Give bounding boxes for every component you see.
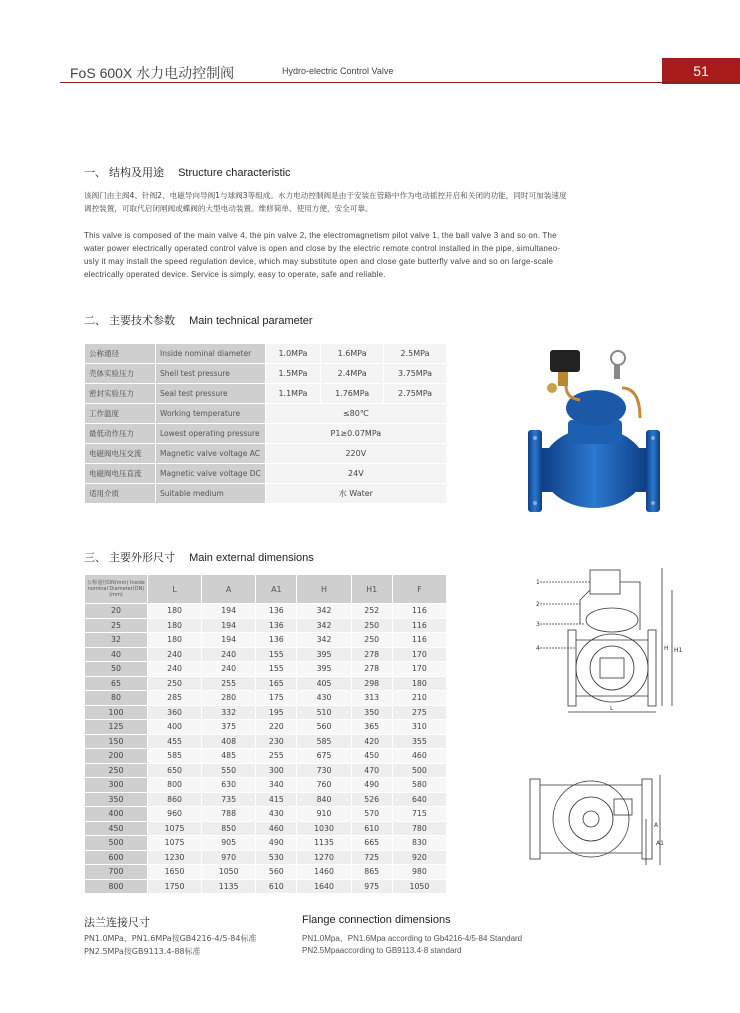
dimension-cell: 800: [148, 778, 202, 793]
dimension-cell: 1640: [297, 879, 351, 894]
dimension-cell: 116: [392, 618, 446, 633]
dimension-cell: 250: [351, 633, 392, 648]
dimension-cell: 905: [202, 836, 256, 851]
section3-title: [84, 549, 314, 565]
para-en-line: water power electrically operated control valve is open and close by the electric remote control installed in the pipe, simultaneo-: [84, 244, 561, 253]
param-value: 1.76MPa: [321, 384, 384, 404]
dimension-cell: 760: [297, 778, 351, 793]
drawing-label-h1: H1: [674, 647, 683, 654]
dimension-cell: 155: [256, 647, 297, 662]
dimension-cell: 840: [297, 792, 351, 807]
dn-cell: 350: [85, 792, 148, 807]
dn-cell: 250: [85, 763, 148, 778]
dimension-cell: 675: [297, 749, 351, 764]
flange-title-cn: 法兰连接尺寸: [84, 916, 150, 929]
table-row: [85, 676, 447, 691]
dimension-cell: 255: [256, 749, 297, 764]
dimension-cell: 665: [351, 836, 392, 851]
dimension-cell: 780: [392, 821, 446, 836]
dimension-cell: 220: [256, 720, 297, 735]
para-en-line: This valve is composed of the main valve 4, the pin valve 2, the electromagnetism pilot valve 1, the ball valve 3 and so on. The: [84, 231, 557, 240]
table-row: [85, 734, 447, 749]
dimension-cell: 1460: [297, 865, 351, 880]
dimension-cell: 730: [297, 763, 351, 778]
dimension-cell: 500: [392, 763, 446, 778]
dimension-cell: 585: [148, 749, 202, 764]
param-name-en: Working temperature: [156, 404, 266, 424]
param-value: 3.75MPa: [384, 364, 447, 384]
dimension-cell: 610: [256, 879, 297, 894]
param-value: 220V: [265, 444, 446, 464]
section1-title-en: Structure characteristic: [178, 167, 291, 179]
dimension-cell: 580: [392, 778, 446, 793]
table-row: [85, 778, 447, 793]
param-name-cn: 电磁阀电压交流: [85, 444, 156, 464]
para-cn-line: 该阀门由主阀4、针阀2、电磁导向导阀1与球阀3等组成。水力电动控制阀是由于安装在管路中作为电动摇控开启和关闭的功能，同时可加装速度: [84, 191, 567, 200]
dimension-cell: 194: [202, 618, 256, 633]
header-rule: [60, 82, 740, 83]
dimension-cell: 570: [351, 807, 392, 822]
param-name-en: Lowest operating pressure: [156, 424, 266, 444]
param-name-en: Shell test pressure: [156, 364, 266, 384]
dn-cell: 50: [85, 662, 148, 677]
dimension-cell: 180: [392, 676, 446, 691]
dn-cell: 700: [85, 865, 148, 880]
dimension-cell: 342: [297, 604, 351, 619]
dimension-cell: 275: [392, 705, 446, 720]
param-name-cn: 电磁阀电压直流: [85, 464, 156, 484]
param-value: 2.4MPa: [321, 364, 384, 384]
param-value: 1.5MPa: [265, 364, 320, 384]
table-row: [85, 850, 447, 865]
dimension-cell: 180: [148, 618, 202, 633]
dimension-cell: 1075: [148, 836, 202, 851]
dimension-cell: 470: [351, 763, 392, 778]
dimension-cell: 1135: [202, 879, 256, 894]
dimension-cell: 136: [256, 618, 297, 633]
dimension-cell: 252: [351, 604, 392, 619]
dimension-cell: 408: [202, 734, 256, 749]
drawing-label-1: 1: [536, 579, 540, 586]
dimension-cell: 310: [392, 720, 446, 735]
dn-cell: 450: [85, 821, 148, 836]
param-name-cn: 适用介质: [85, 484, 156, 504]
section1-title-cn: 一、 结构及用途: [84, 167, 165, 179]
dimension-cell: 1230: [148, 850, 202, 865]
dn-cell: 800: [85, 879, 148, 894]
section1-title: [84, 164, 291, 180]
param-name-cn: 密封实验压力: [85, 384, 156, 404]
dimension-cell: 230: [256, 734, 297, 749]
param-name-cn: 最低动作压力: [85, 424, 156, 444]
dimension-cell: 526: [351, 792, 392, 807]
drawing-label-l: L: [610, 705, 614, 712]
tech-row: [85, 344, 447, 364]
param-value: 1.1MPa: [265, 384, 320, 404]
table-row: [85, 618, 447, 633]
dimension-cell: 450: [351, 749, 392, 764]
dimension-cell: 332: [202, 705, 256, 720]
dimension-cell: 116: [392, 633, 446, 648]
section1-paragraph-en: [84, 229, 684, 281]
dimension-cell: 510: [297, 705, 351, 720]
dimension-cell: 490: [351, 778, 392, 793]
table-row: [85, 792, 447, 807]
dimension-cell: 350: [351, 705, 392, 720]
leader-lines: [540, 582, 590, 648]
dimension-cell: 610: [351, 821, 392, 836]
dimension-cell: 550: [202, 763, 256, 778]
para-en-line: usly it may install the speed regulation device, which may substitute open and close gate butterfly valve and so on large-scale: [84, 257, 554, 266]
column-header: L: [148, 575, 202, 604]
dimension-cell: 180: [148, 604, 202, 619]
dimension-cell: 630: [202, 778, 256, 793]
dimension-cell: 400: [148, 720, 202, 735]
param-value: 2.75MPa: [384, 384, 447, 404]
dimension-cell: 850: [202, 821, 256, 836]
section3-title-cn: 三、 主要外形尺寸: [84, 552, 176, 564]
dimension-cell: 278: [351, 647, 392, 662]
param-name-en: Inside nominal diameter: [156, 344, 266, 364]
dimension-cell: 975: [351, 879, 392, 894]
drawing-label-a: A: [654, 822, 659, 829]
dimension-cell: 1075: [148, 821, 202, 836]
para-cn-line: 调控装置，可取代启闭闸阀或蝶阀的大型电动装置。维修简单、使用方便，安全可靠。: [84, 204, 373, 213]
flange-note-en-2: PN2.5Mpaaccording to GB9113.4-8 standard: [302, 946, 462, 955]
dimension-cell: 405: [297, 676, 351, 691]
dimension-cell: 300: [256, 763, 297, 778]
dimension-cell: 455: [148, 734, 202, 749]
dimension-cell: 136: [256, 633, 297, 648]
page-title: FoS 600X 水力电动控制阀: [70, 65, 235, 81]
dimension-cell: 250: [351, 618, 392, 633]
dimension-cell: 342: [297, 633, 351, 648]
dimension-cell: 560: [297, 720, 351, 735]
param-name-en: Seal test pressure: [156, 384, 266, 404]
dimension-cell: 136: [256, 604, 297, 619]
dimension-cell: 395: [297, 662, 351, 677]
dimension-cell: 360: [148, 705, 202, 720]
page-number: 51: [662, 58, 740, 84]
param-value: P1≥0.07MPa: [265, 424, 446, 444]
tech-row: [85, 384, 447, 404]
dimension-cell: 194: [202, 604, 256, 619]
dimension-cell: 240: [148, 662, 202, 677]
table-row: [85, 763, 447, 778]
dimension-cell: 170: [392, 662, 446, 677]
table-row: [85, 691, 447, 706]
technical-parameter-table: [84, 343, 447, 504]
dimension-cell: 280: [202, 691, 256, 706]
param-name-en: Suitable medium: [156, 484, 266, 504]
tech-row: [85, 404, 447, 424]
valve-photo: [522, 338, 672, 518]
dimension-cell: 278: [351, 662, 392, 677]
dimension-cell: 194: [202, 633, 256, 648]
flange-note-cn-2: PN2.5MPa按GB9113.4-88标准: [84, 947, 201, 956]
dimension-cell: 195: [256, 705, 297, 720]
dn-cell: 400: [85, 807, 148, 822]
param-value: 1.0MPa: [265, 344, 320, 364]
table-row: [85, 821, 447, 836]
para-en-line: electrically operated device. Service is simply, easy to operate, safe and reliable.: [84, 270, 386, 279]
dimension-cell: 560: [256, 865, 297, 880]
dimension-cell: 715: [392, 807, 446, 822]
dimension-cell: 255: [202, 676, 256, 691]
section2-title-en: Main technical parameter: [189, 315, 313, 327]
flange-note-cn-1: PN1.0MPa、PN1.6MPa按GB4216-4/5-84标准: [84, 934, 257, 943]
dimension-cell: 170: [392, 647, 446, 662]
dn-cell: 40: [85, 647, 148, 662]
front-view-drawing: [530, 560, 683, 720]
param-value: ≤80℃: [265, 404, 446, 424]
dimension-cell: 788: [202, 807, 256, 822]
dn-cell: 600: [85, 850, 148, 865]
dimension-cell: 430: [256, 807, 297, 822]
dimension-cell: 860: [148, 792, 202, 807]
dimension-cell: 650: [148, 763, 202, 778]
dimension-cell: 830: [392, 836, 446, 851]
dimension-cell: 1030: [297, 821, 351, 836]
table-row: [85, 749, 447, 764]
dimension-cell: 1270: [297, 850, 351, 865]
column-header: A1: [256, 575, 297, 604]
section1-paragraph-cn: [84, 189, 684, 215]
section3-title-en: Main external dimensions: [189, 552, 314, 564]
param-name-cn: 工作温度: [85, 404, 156, 424]
dimension-cell: 340: [256, 778, 297, 793]
dn-cell: 20: [85, 604, 148, 619]
dimension-cell: 355: [392, 734, 446, 749]
param-value: 1.6MPa: [321, 344, 384, 364]
dn-cell: 300: [85, 778, 148, 793]
flange-note-en-1: PN1.0Mpa、PN1.6Mpa according to Gb4216-4/5-84 Standard: [302, 934, 523, 943]
dimension-cell: 420: [351, 734, 392, 749]
dimension-cell: 920: [392, 850, 446, 865]
tech-row: [85, 484, 447, 504]
dimension-cell: 175: [256, 691, 297, 706]
section2-title-cn: 二、 主要技术参数: [84, 315, 176, 327]
tech-row: [85, 464, 447, 484]
param-name-en: Magnetic valve voltage DC: [156, 464, 266, 484]
dn-cell: 200: [85, 749, 148, 764]
dn-cell: 100: [85, 705, 148, 720]
table-row: [85, 807, 447, 822]
flange-title-en: Flange connection dimensions: [302, 914, 451, 926]
dimension-cell: 460: [392, 749, 446, 764]
table-row: [85, 865, 447, 880]
drawing-label-h: H: [664, 645, 669, 652]
dn-cell: 150: [85, 734, 148, 749]
dn-cell: 500: [85, 836, 148, 851]
dimension-cell: 155: [256, 662, 297, 677]
param-value: 水 Water: [265, 484, 446, 504]
dimension-cell: 725: [351, 850, 392, 865]
table-row: [85, 720, 447, 735]
dn-cell: 80: [85, 691, 148, 706]
column-header: F: [392, 575, 446, 604]
param-name-en: Magnetic valve voltage AC: [156, 444, 266, 464]
column-header: H: [297, 575, 351, 604]
tech-row: [85, 444, 447, 464]
dimension-cell: 1135: [297, 836, 351, 851]
param-name-cn: 壳体实验压力: [85, 364, 156, 384]
dimension-cell: 585: [297, 734, 351, 749]
dimension-cell: 285: [148, 691, 202, 706]
table-row: [85, 662, 447, 677]
dimension-cell: 735: [202, 792, 256, 807]
dimension-cell: 250: [148, 676, 202, 691]
dimension-cell: 375: [202, 720, 256, 735]
dimension-cell: 530: [256, 850, 297, 865]
table-row: [85, 604, 447, 619]
dimension-cell: 460: [256, 821, 297, 836]
dn-cell: 65: [85, 676, 148, 691]
dimension-cell: 240: [148, 647, 202, 662]
table-row: [85, 879, 447, 894]
dimension-cell: 485: [202, 749, 256, 764]
param-value: 24V: [265, 464, 446, 484]
dn-cell: 25: [85, 618, 148, 633]
dimension-cell: 970: [202, 850, 256, 865]
param-name-cn: 公称通径: [85, 344, 156, 364]
dn-header: 公称通径DN(mm) Inside nominal Diameter(DN)(mm): [85, 575, 148, 604]
section2-title: [84, 312, 313, 328]
table-row: [85, 705, 447, 720]
page-subtitle: Hydro-electric Control Valve: [282, 66, 394, 76]
tech-row: [85, 424, 447, 444]
dimension-cell: 1050: [392, 879, 446, 894]
dimension-cell: 313: [351, 691, 392, 706]
dimension-cell: 640: [392, 792, 446, 807]
dimension-cell: 490: [256, 836, 297, 851]
dimension-cell: 415: [256, 792, 297, 807]
dimension-cell: 1050: [202, 865, 256, 880]
dimension-cell: 240: [202, 662, 256, 677]
dimensions-table: [84, 574, 447, 894]
table-row: [85, 647, 447, 662]
top-view-drawing: [530, 765, 670, 875]
column-header: A: [202, 575, 256, 604]
drawing-label-4: 4: [536, 645, 540, 652]
dimension-cell: 116: [392, 604, 446, 619]
dimension-cell: 395: [297, 647, 351, 662]
dn-cell: 125: [85, 720, 148, 735]
dimension-cell: 180: [148, 633, 202, 648]
drawing-label-a1: A1: [656, 840, 664, 847]
dimension-cell: 165: [256, 676, 297, 691]
dimension-cell: 1650: [148, 865, 202, 880]
dimension-cell: 240: [202, 647, 256, 662]
table-row: [85, 836, 447, 851]
dimension-cell: 342: [297, 618, 351, 633]
drawing-label-3: 3: [536, 621, 540, 628]
dimension-cell: 298: [351, 676, 392, 691]
table-row: [85, 633, 447, 648]
dimension-cell: 865: [351, 865, 392, 880]
dimension-cell: 910: [297, 807, 351, 822]
param-value: 2.5MPa: [384, 344, 447, 364]
drawing-label-2: 2: [536, 601, 540, 608]
dimension-cell: 430: [297, 691, 351, 706]
column-header: H1: [351, 575, 392, 604]
dimension-cell: 365: [351, 720, 392, 735]
dn-cell: 32: [85, 633, 148, 648]
dimension-cell: 1750: [148, 879, 202, 894]
tech-row: [85, 364, 447, 384]
dimension-cell: 980: [392, 865, 446, 880]
dimension-cell: 960: [148, 807, 202, 822]
dimension-cell: 210: [392, 691, 446, 706]
